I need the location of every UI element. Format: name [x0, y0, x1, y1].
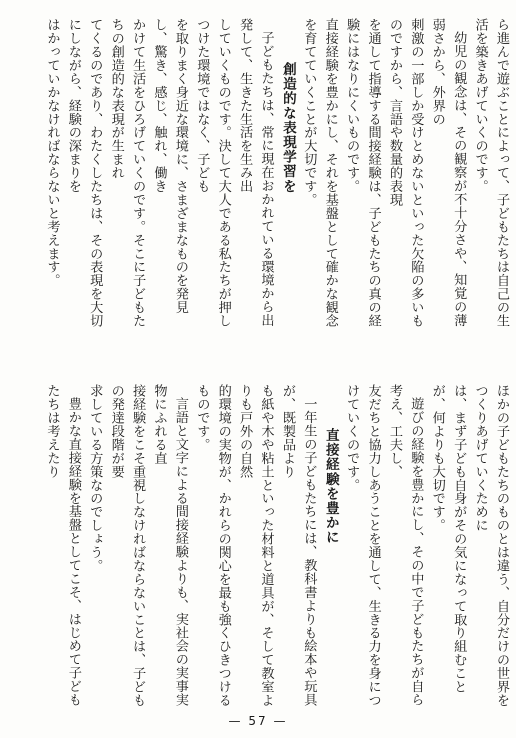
- text-block-top: [8, 18, 512, 338]
- paragraph-line: 言語と文字による間接経験よりも、実社会の実事実物にふれる直: [151, 384, 188, 707]
- paragraph-line: はかっていかなければならないと考えます。: [44, 18, 60, 287]
- text-block-bottom: [8, 384, 512, 712]
- paragraph-line: 幼児の観念は、その観察が不十分さや、知覚の薄弱さから、外界の: [429, 18, 467, 328]
- paragraph-line: を取りまく身近な環境に、さまざまなものを発見し、驚き、感じ、触れ、働き: [151, 18, 188, 314]
- paragraph-line: 子どもたちは、常に現在おかれている環境から出発して、生きた生活を生み出: [237, 18, 274, 328]
- paragraph-line: 友だちと協力しあうことを通して、生きる力を身につけていくのです。: [344, 384, 381, 707]
- paragraph-line: 求している方策なのでしょう。: [87, 384, 103, 573]
- paragraph-line: は、まず子ども自身がその気になって取り組むことが、何よりも大切です。: [429, 384, 467, 694]
- paragraph-line: も紙や木や粘土といった材料と道具が、そして教室よりも戸外の自然: [237, 384, 274, 707]
- paragraph-line: 的環境の実物が、かれらの関心を最も強くひきつけるものです。: [194, 384, 231, 707]
- paragraph-line: 刺激の一部しか受けとめないといった欠陥の多いものですから、言語や数量的表現: [386, 18, 424, 328]
- paragraph-line: かけて生活をひろげていくのです。そこに子どもたちの創造的な表現が生まれ: [108, 18, 146, 328]
- paragraph-line: ほかの子どもたちのものとは違う、自分だけの世界をつくりあげていくために: [472, 384, 509, 707]
- page-number: — 57 —: [228, 714, 288, 728]
- paragraph-line: していくものです。決して大人である私たちが押しつけた環境ではなく、子ども: [194, 18, 231, 328]
- paragraph-line: ら進んで遊ぶことによって、子どもたちは自己の生活を築きあげていくのです。: [472, 18, 509, 328]
- paragraph-line: を通して指導する間接経験は、子どもたちの真の経験にはなりにくいものです。: [344, 18, 381, 328]
- paragraph-line: 一年生の子どもたちには、教科書よりも絵本や玩具が、既製品より: [279, 384, 317, 707]
- section-heading: 創造的な表現学習を: [279, 61, 296, 193]
- paragraph-line: 豊かな直接経験を基盤としてこそ、はじめて子どもたちは考えたり: [44, 384, 81, 707]
- paragraph-line: 遊びの経験を豊かにし、その中で子どもたちが自ら考え、工夫し、: [386, 384, 424, 707]
- section-heading: 直接経験を豊かに: [322, 427, 339, 545]
- paragraph-line: 直接経験を豊かにし、それを基盤として確かな観念を育てていくことが大切です。: [301, 18, 338, 328]
- paragraph-line: てくるのであり、わたくしたちは、その表現を大切にしながら、経験の深まりを: [65, 18, 103, 328]
- paragraph-line: 接経験をこそ重視しなければならないことは、子どもの発達段階が要: [108, 384, 146, 707]
